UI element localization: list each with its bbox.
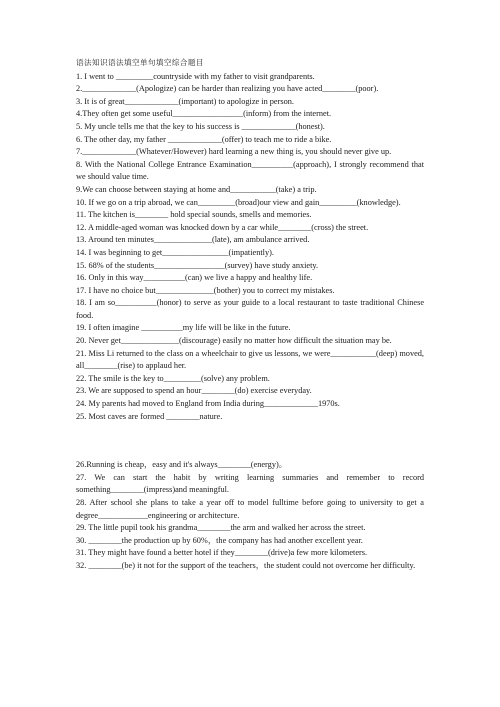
question-item: 4.They often get some useful_________________(inform) from the internet. xyxy=(76,109,332,119)
question-item: 15. 68% of the students_________________(survey) have study anxiety. xyxy=(76,260,319,270)
question-item: 12. A middle-aged woman was knocked down by a car while________(cross) the street. xyxy=(76,222,369,232)
question-item: 29. The little pupil took his grandma________the arm and walked her across the street. xyxy=(76,523,366,533)
question-item: 7._____________(Whatever/However) hard learning a new thing is, you should never give up. xyxy=(76,147,392,157)
question-item: 5. My uncle tells me that the key to his success is _____________(honest). xyxy=(76,121,325,131)
question-item: 21. Miss Li returned to the class on a wheelchair to give us lessons, we were___________(deep) moved, all________(rise) to applaud her. xyxy=(76,348,424,371)
question-item: 28. After school she plans to take a year off to model fulltime before going to university to get a degree____________engineering or architecture. xyxy=(76,498,424,520)
question-list-2 xyxy=(76,459,424,572)
question-item: 17. I have no choice but______________(bother) you to correct my mistakes. xyxy=(76,285,335,295)
question-item: 24. My parents had moved to England from India during_____________1970s. xyxy=(76,399,340,409)
question-item: 9.We can choose between staying at home and___________(take) a trip. xyxy=(76,184,317,194)
question-list-1 xyxy=(76,71,424,424)
question-item: 20. Never get______________(discourage) easily no matter how difficult the situation may be. xyxy=(76,336,392,346)
question-item: 25. Most caves are formed ________nature. xyxy=(76,411,223,421)
question-item: 8. With the National College Entrance Examination__________(approach), I strongly recommend that we should value time. xyxy=(76,159,424,182)
question-item: 18. I am so__________(honor) to serve as your guide to a local restaurant to taste traditional Chinese food. xyxy=(76,298,424,320)
question-item: 16. Only in this way__________(can) we live a happy and healthy life. xyxy=(76,273,313,283)
question-item: 31. They might have found a better hotel if they________(drive)a few more kilometers. xyxy=(76,548,368,558)
question-item: 22. The smile is the key to_________(solve) any problem. xyxy=(76,373,270,383)
question-item: 23. We are supposed to spend an hour________(do) exercise everyday. xyxy=(76,386,312,396)
question-item: 19. I often imagine __________my life will be like in the future. xyxy=(76,323,291,333)
question-item: 27. We can start the habit by writing learning summaries and remember to record something________(impress)and meaningful. xyxy=(76,472,424,495)
question-item: 1. I went to _________countryside with my father to visit grandparents. xyxy=(76,71,315,81)
document-body xyxy=(76,57,424,573)
question-item: 6. The other day, my father _____________(offer) to teach me to ride a bike. xyxy=(76,134,332,144)
question-item: 10. If we go on a trip abroad, we can_________(broad)our view and gain_________(knowledge). xyxy=(76,197,401,207)
page-title: 语法知识语法填空单句填空综合题目 xyxy=(76,58,204,67)
question-item: 26.Running is cheap，easy and it's always________(energy)。 xyxy=(76,460,288,470)
question-item: 2._____________(Apologize) can be harder than realizing you have acted________(poor). xyxy=(76,84,379,94)
question-item: 32. ________(be) it not for the support of the teachers，the student could not overcome her difficulty. xyxy=(76,560,416,570)
question-item: 14. I was beginning to get________________(impatiently). xyxy=(76,247,274,257)
question-item: 3. It is of great_____________(important) to apologize in person. xyxy=(76,96,294,106)
question-item: 13. Around ten minutes______________(late), am ambulance arrived. xyxy=(76,235,310,245)
question-item: 11. The kitchen is________ hold special sounds, smells and memories. xyxy=(76,210,312,220)
question-item: 30. ________the production up by 60%，the company has had another excellent year. xyxy=(76,535,363,545)
section-gap xyxy=(76,423,424,459)
